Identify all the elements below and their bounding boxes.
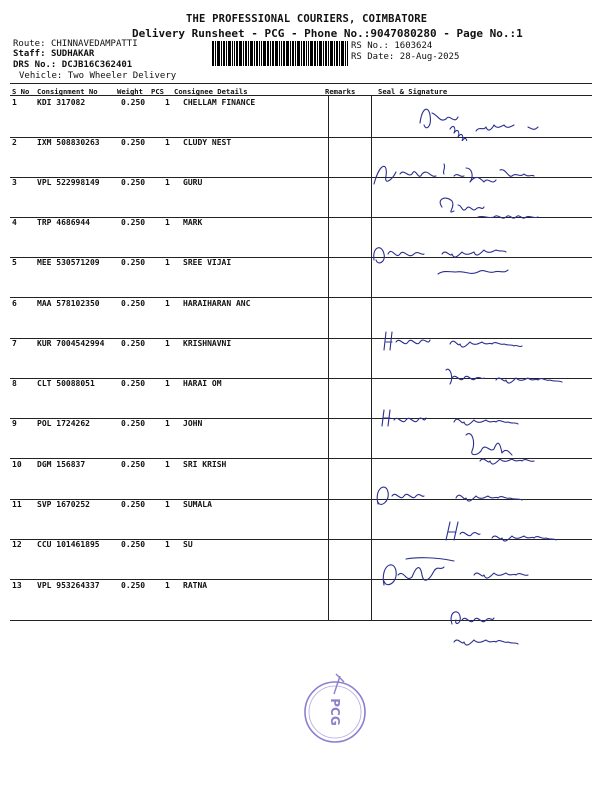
row-sno: 11 xyxy=(12,500,22,509)
row-sno: 6 xyxy=(12,299,17,308)
svg-text:PCG: PCG xyxy=(328,698,342,726)
row-sno: 7 xyxy=(12,339,17,348)
row-consignment-no: SVP 1670252 xyxy=(37,500,90,509)
runsheet-title: Delivery Runsheet - PCG - Phone No.:9047080280 - Page No.:1 xyxy=(132,27,523,40)
row-pcs: 1 xyxy=(165,581,170,590)
row-sno: 12 xyxy=(12,540,22,549)
rs-date-label: RS Date: xyxy=(351,52,395,62)
rs-date-value: 28-Aug-2025 xyxy=(399,52,460,62)
row-consignment-no: MAA 578102350 xyxy=(37,299,100,308)
row-weight: 0.250 xyxy=(121,460,146,469)
row-pcs: 1 xyxy=(165,379,170,388)
table-header-rule xyxy=(10,95,592,96)
row-consignee: SU xyxy=(183,540,193,549)
route-label: Route: xyxy=(13,39,46,49)
row-sno: 5 xyxy=(12,258,17,267)
row-consignment-no: CCU 101461895 xyxy=(37,540,100,549)
row-consignee: SRI KRISH xyxy=(183,460,227,469)
col-header-consignment: Consignment No xyxy=(37,87,98,96)
row-consignment-no: VPL 953264337 xyxy=(37,581,100,590)
row-pcs: 1 xyxy=(165,419,170,428)
signature-3 xyxy=(432,193,562,227)
row-consignment-no: KDI 317082 xyxy=(37,98,86,107)
row-pcs: 1 xyxy=(165,218,170,227)
row-pcs: 1 xyxy=(165,178,170,187)
signature-11 xyxy=(376,555,566,595)
row-weight: 0.250 xyxy=(121,218,146,227)
col-header-consignee: Consignee Details xyxy=(174,87,248,96)
row-pcs: 1 xyxy=(165,540,170,549)
row-consignment-no: POL 1724262 xyxy=(37,419,90,428)
barcode xyxy=(212,41,348,66)
row-weight: 0.250 xyxy=(121,500,146,509)
vehicle-value: Two Wheeler Delivery xyxy=(67,71,177,81)
row-sno: 3 xyxy=(12,178,17,187)
staff-label: Staff: xyxy=(13,49,46,59)
row-consignee: RATNA xyxy=(183,581,208,590)
row-weight: 0.250 xyxy=(121,339,146,348)
row-consignment-no: CLT 50088051 xyxy=(37,379,95,388)
row-consignee: GURU xyxy=(183,178,203,187)
drs-line xyxy=(13,60,132,70)
company-name: THE PROFESSIONAL COURIERS, COIMBATORE xyxy=(186,13,428,25)
row-rule xyxy=(10,297,592,298)
row-consignment-no: VPL 522998149 xyxy=(37,178,100,187)
row-sno: 13 xyxy=(12,581,22,590)
table-top-rule xyxy=(10,83,592,84)
signature-5 xyxy=(380,326,565,356)
row-sno: 1 xyxy=(12,98,17,107)
row-weight: 0.250 xyxy=(121,419,146,428)
row-consignee: SUMALA xyxy=(183,500,212,509)
row-consignee: JOHN xyxy=(183,419,203,428)
signature-12 xyxy=(446,606,556,648)
row-consignee: CHELLAM FINANCE xyxy=(183,98,256,107)
signature-6 xyxy=(440,362,580,392)
drs-value: DCJB16C362401 xyxy=(61,60,133,70)
row-weight: 0.250 xyxy=(121,581,146,590)
signature-2 xyxy=(366,158,576,190)
row-pcs: 1 xyxy=(165,98,170,107)
row-sno: 8 xyxy=(12,379,17,388)
row-consignment-no: DGM 156837 xyxy=(37,460,86,469)
row-sno: 4 xyxy=(12,218,17,227)
row-pcs: 1 xyxy=(165,258,170,267)
row-pcs: 1 xyxy=(165,138,170,147)
signature-8 xyxy=(460,425,580,469)
signature-4 xyxy=(368,240,568,278)
row-pcs: 1 xyxy=(165,500,170,509)
row-consignment-no: MEE 530571209 xyxy=(37,258,100,267)
row-consignment-no: IXM 508830263 xyxy=(37,138,100,147)
row-pcs: 1 xyxy=(165,339,170,348)
rs-date-line xyxy=(351,52,459,62)
pcg-stamp-seal xyxy=(296,672,374,750)
route-line xyxy=(13,39,138,49)
signature-9 xyxy=(372,480,562,516)
col-header-seal: Seal & Signature xyxy=(378,87,448,96)
row-weight: 0.250 xyxy=(121,379,146,388)
rs-no-value: 1603624 xyxy=(394,41,433,51)
row-pcs: 1 xyxy=(165,460,170,469)
vehicle-label: Vehicle: xyxy=(19,71,63,81)
row-weight: 0.250 xyxy=(121,98,146,107)
row-consignee: SREE VIJAI xyxy=(183,258,232,267)
route-value: CHINNAVEDAMPATTI xyxy=(50,39,138,49)
col-header-weight: Weight xyxy=(117,87,143,96)
row-consignee: HARAIHARAN ANC xyxy=(183,299,251,308)
drs-label: DRS No.: xyxy=(13,60,57,70)
row-weight: 0.250 xyxy=(121,258,146,267)
col-header-remarks: Remarks xyxy=(325,87,356,96)
row-consignee: CLUDY NEST xyxy=(183,138,232,147)
row-weight: 0.250 xyxy=(121,540,146,549)
row-pcs: 1 xyxy=(165,299,170,308)
staff-value: SUDHAKAR xyxy=(50,49,95,59)
row-consignment-no: KUR 7004542994 xyxy=(37,339,105,348)
row-sno: 10 xyxy=(12,460,22,469)
row-consignee: KRISHNAVNI xyxy=(183,339,232,348)
rs-no-line xyxy=(351,41,432,51)
row-weight: 0.250 xyxy=(121,299,146,308)
row-sno: 9 xyxy=(12,419,17,428)
col-header-sno: S No xyxy=(12,87,30,96)
row-sno: 2 xyxy=(12,138,17,147)
staff-line xyxy=(13,49,94,59)
signature-10 xyxy=(440,518,580,550)
rs-no-label: RS No.: xyxy=(351,41,389,51)
row-weight: 0.250 xyxy=(121,178,146,187)
col-header-pcs: PCS xyxy=(151,87,164,96)
vehicle-line xyxy=(19,71,176,81)
row-weight: 0.250 xyxy=(121,138,146,147)
row-consignee: MARK xyxy=(183,218,203,227)
row-consignment-no: TRP 4686944 xyxy=(37,218,90,227)
remarks-left-rule xyxy=(328,95,329,621)
row-consignee: HARAI OM xyxy=(183,379,222,388)
signature-1 xyxy=(410,103,560,141)
